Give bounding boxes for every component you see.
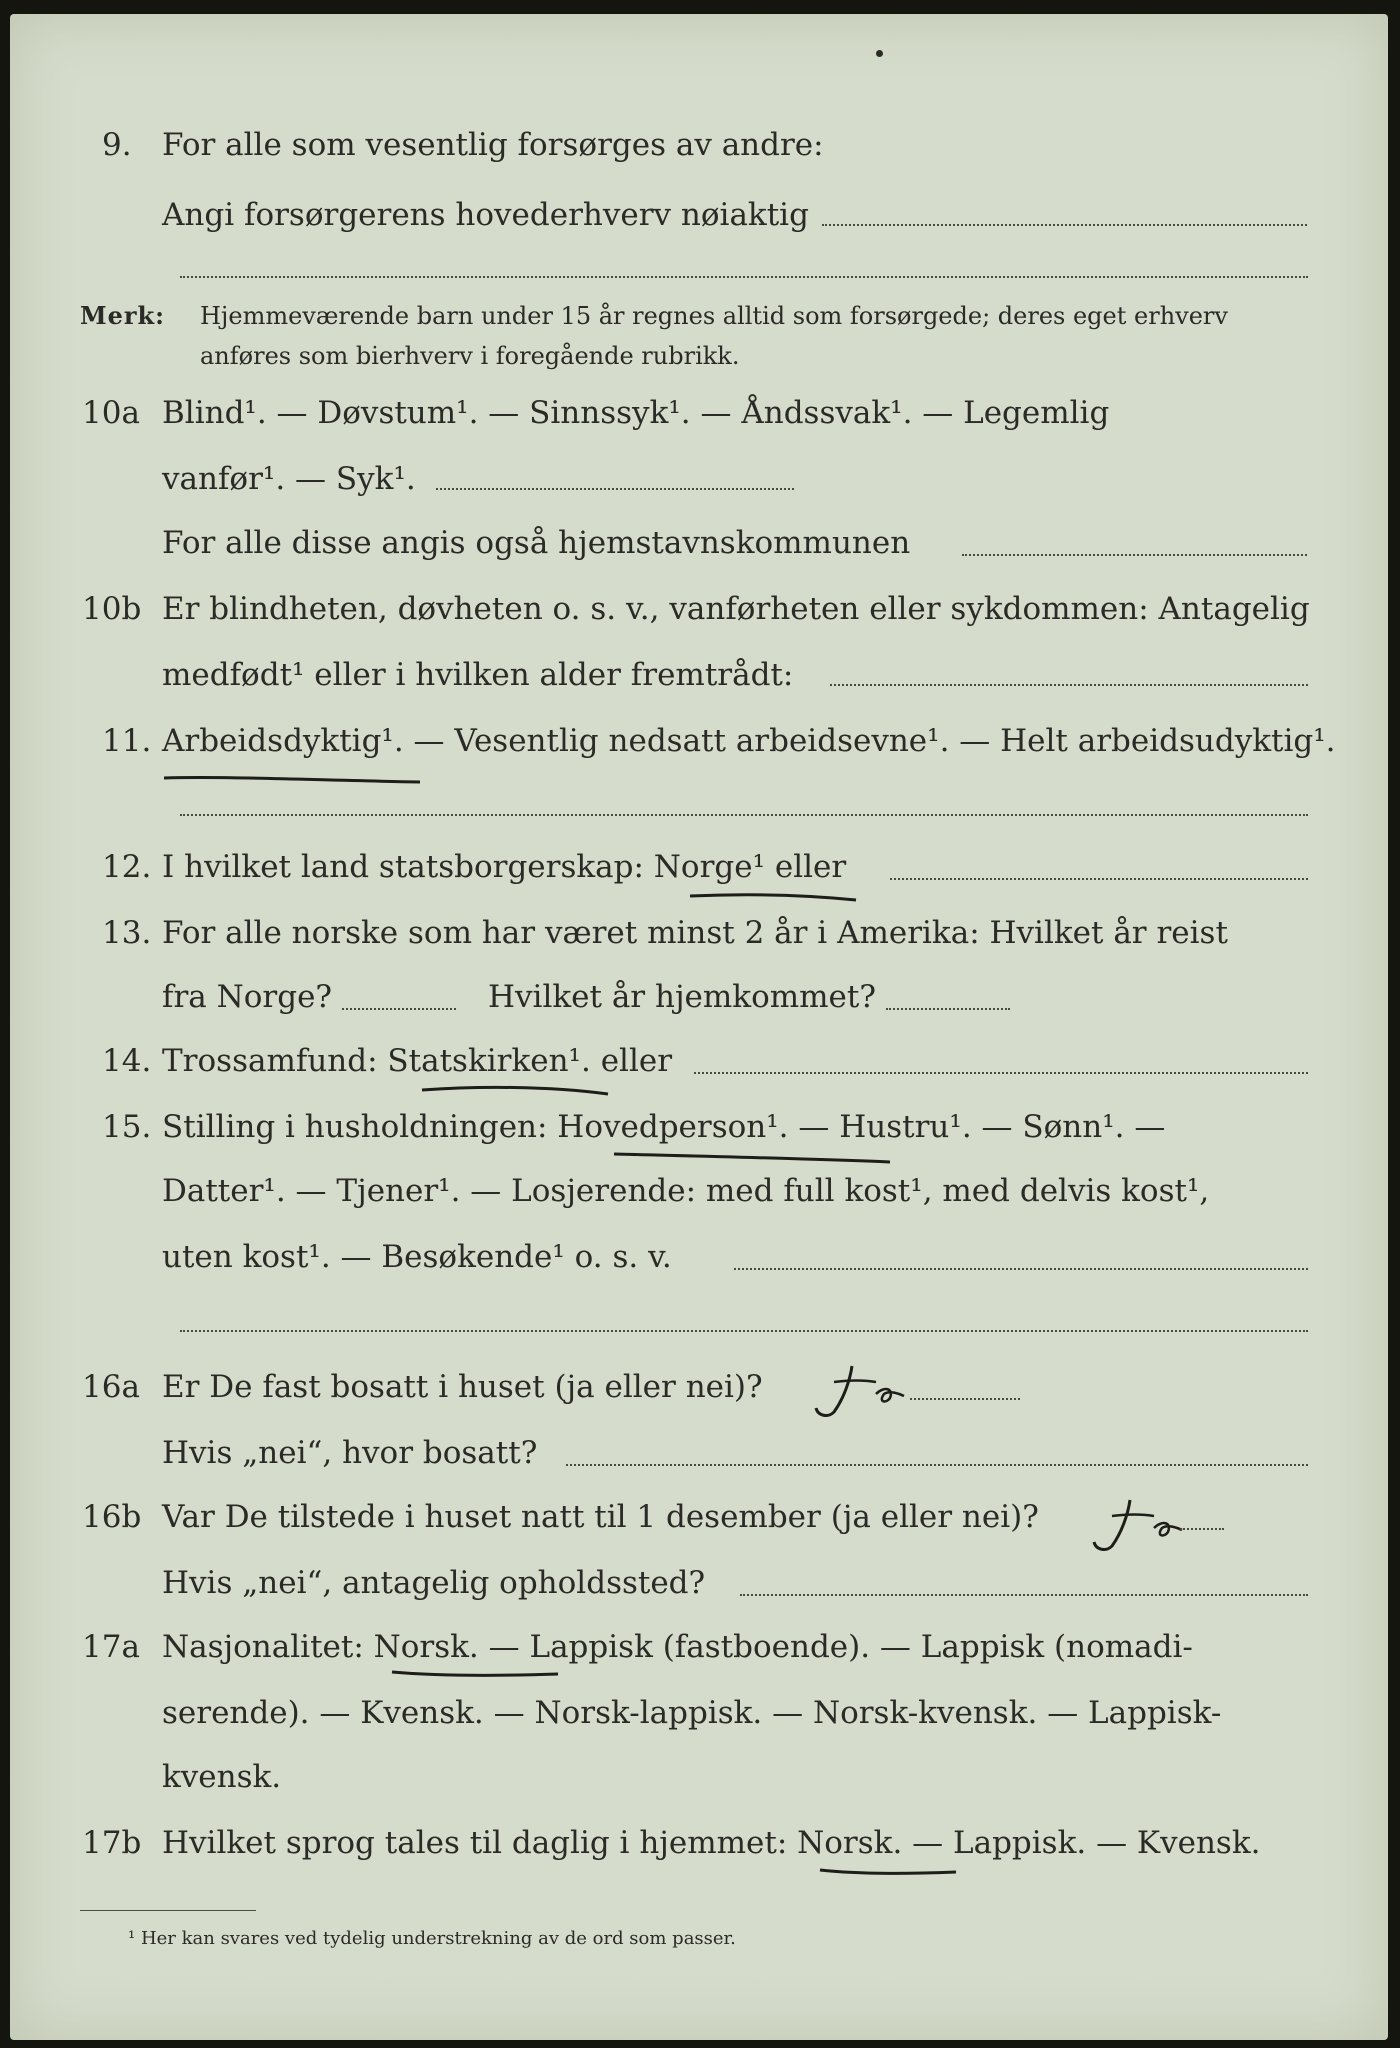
q13-answer-line-2 (886, 1008, 1010, 1010)
q16b-line2: Hvis „nei“, antagelig opholdssted? (162, 1565, 706, 1601)
q11-number: 11. (102, 723, 152, 759)
q16a-line1: Er De fast bosatt i huset (ja eller nei)? (162, 1369, 763, 1405)
q10a-line2: vanfør¹. — Syk¹. (162, 461, 416, 497)
q13-number: 13. (102, 915, 152, 951)
q15-number: 15. (102, 1109, 152, 1145)
q9-line1: For alle som vesentlig forsørges av andre: (162, 127, 824, 163)
q17b-line1: Hvilket sprog tales til daglig i hjemmet: Norsk. — Lappisk. — Kvensk. (162, 1825, 1261, 1861)
q17a-number: 17a (82, 1629, 140, 1665)
q17a-line3: kvensk. (162, 1759, 282, 1795)
q10b-line1: Er blindheten, døvheten o. s. v., vanførheten eller sykdommen: Antagelig (162, 591, 1310, 627)
q10a-answer-line-2 (962, 554, 1307, 556)
footnote-text: ¹ Her kan svares ved tydelig understrekning av de ord som passer. (128, 1928, 736, 1949)
q9-number: 9. (102, 127, 132, 163)
q14-answer-line (694, 1072, 1308, 1074)
q12-handwritten-underline (686, 886, 866, 908)
q13-line2a: fra Norge? (162, 979, 333, 1015)
q15-line1: Stilling i husholdningen: Hovedperson¹. — Hustru¹. — Sønn¹. — (162, 1109, 1166, 1145)
q17b-handwritten-underline (816, 1862, 966, 1882)
q13-line1: For alle norske som har været minst 2 år i Amerika: Hvilket år reist (162, 915, 1228, 951)
q17a-line1: Nasjonalitet: Norsk. — Lappisk (fastboende). — Lappisk (nomadi- (162, 1629, 1193, 1665)
q15-line3: uten kost¹. — Besøkende¹ o. s. v. (162, 1239, 672, 1275)
q16a-answer-line (910, 1398, 1020, 1400)
q12-answer-line (890, 878, 1308, 880)
q10b-line2: medfødt¹ eller i hvilken alder fremtrådt: (162, 657, 794, 693)
q10a-number: 10a (82, 395, 140, 431)
footnote-rule (80, 1910, 256, 1911)
q13-line2b: Hvilket år hjemkommet? (488, 979, 876, 1015)
q14-number: 14. (102, 1043, 152, 1079)
q17a-handwritten-underline (388, 1664, 568, 1686)
q16b-handwritten-answer (1082, 1494, 1212, 1554)
q11-answer-line (180, 814, 1308, 816)
q12-line1: I hvilket land statsborgerskap: Norge¹ eller (162, 849, 847, 885)
q14-handwritten-underline (418, 1078, 618, 1102)
q10a-answer-line (436, 488, 794, 490)
q11-handwritten-underline (160, 766, 440, 790)
q16b-number: 16b (82, 1499, 142, 1535)
q15-line2: Datter¹. — Tjener¹. — Losjerende: med full kost¹, med delvis kost¹, (162, 1173, 1210, 1209)
q16b-answer-line-2 (740, 1594, 1308, 1596)
q9-line2: Angi forsørgerens hovederhverv nøiaktig (162, 197, 809, 233)
q10a-line1: Blind¹. — Døvstum¹. — Sinnssyk¹. — Åndssvak¹. — Legemlig (162, 395, 1110, 431)
q15-handwritten-underline (610, 1146, 900, 1168)
q16a-line2: Hvis „nei“, hvor bosatt? (162, 1435, 538, 1471)
q15-answer-line (734, 1268, 1308, 1270)
q9-answer-line-2 (180, 276, 1308, 278)
merk-label: Merk: (80, 301, 165, 330)
q10b-answer-line (830, 684, 1308, 686)
q9-answer-line (822, 224, 1307, 226)
q10a-line3: For alle disse angis også hjemstavnskommunen (162, 525, 911, 561)
q15-answer-line-2 (180, 1330, 1308, 1332)
q17b-number: 17b (82, 1825, 142, 1861)
q12-number: 12. (102, 849, 152, 885)
q14-line1: Trossamfund: Statskirken¹. eller (162, 1043, 673, 1079)
q13-answer-line-1 (342, 1008, 456, 1010)
census-form-page (10, 14, 1388, 2040)
q16b-answer-line (1180, 1528, 1224, 1530)
q16a-answer-line-2 (566, 1464, 1308, 1466)
q11-line1: Arbeidsdyktig¹. — Vesentlig nedsatt arbeidsevne¹. — Helt arbeidsudyktig¹. (162, 723, 1336, 759)
q16a-number: 16a (82, 1369, 140, 1405)
q16a-handwritten-answer (804, 1360, 934, 1420)
q10b-number: 10b (82, 591, 142, 627)
merk-line2: anføres som bierhverv i foregående rubrikk. (200, 342, 740, 370)
q16b-line1: Var De tilstede i huset natt til 1 desember (ja eller nei)? (162, 1499, 1039, 1535)
ink-dot (876, 50, 883, 57)
q17a-line2: serende). — Kvensk. — Norsk-lappisk. — Norsk-kvensk. — Lappisk- (162, 1695, 1222, 1731)
merk-line1: Hjemmeværende barn under 15 år regnes alltid som forsørgede; deres eget erhverv (200, 302, 1228, 330)
